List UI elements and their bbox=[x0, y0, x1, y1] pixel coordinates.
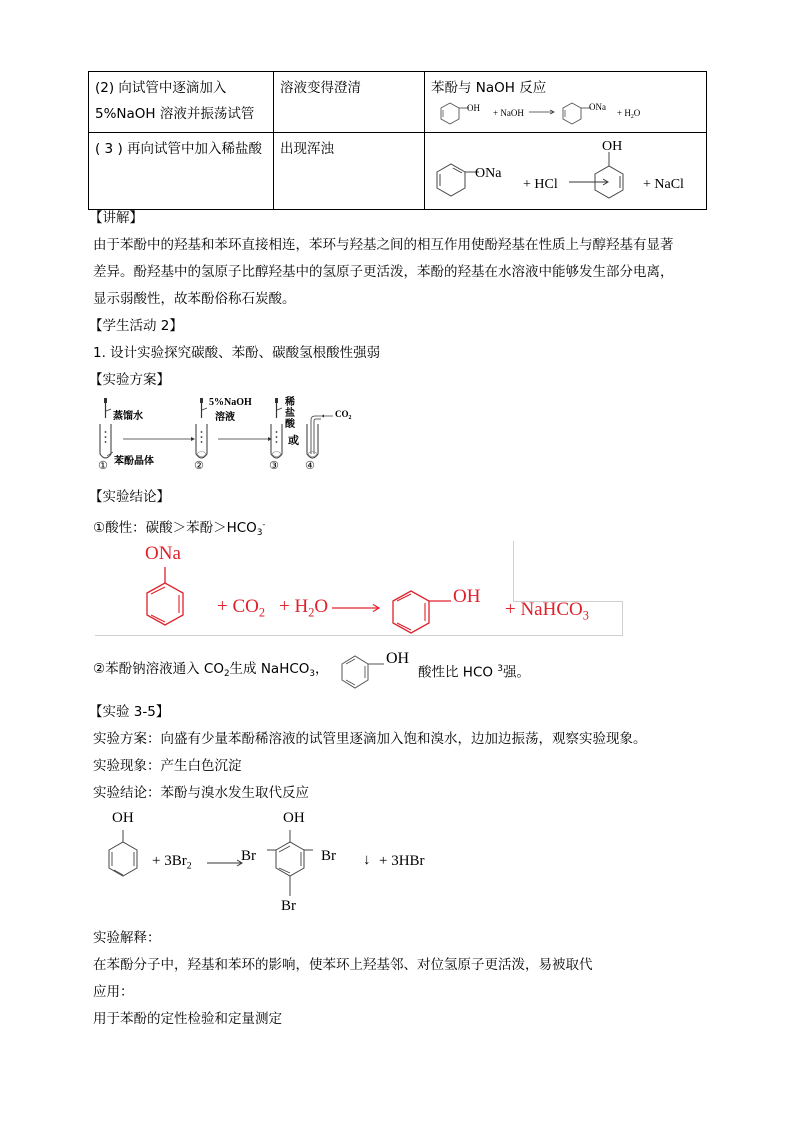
water-o: O bbox=[314, 596, 329, 617]
hcl-equation bbox=[431, 136, 700, 206]
bromine-reactant bbox=[152, 853, 192, 871]
product-br-right-label: Br bbox=[321, 848, 336, 864]
conclusion-2 bbox=[93, 660, 328, 683]
nahco3-sub: 3 bbox=[309, 669, 315, 680]
co2-sub: 2 bbox=[258, 605, 266, 620]
experiment-table bbox=[88, 71, 707, 210]
co2-label bbox=[335, 409, 351, 421]
step-text-line1: (2) 向试管中逐滴加入 bbox=[95, 80, 227, 96]
co2-text: CO bbox=[335, 409, 349, 419]
co2-reactant bbox=[217, 596, 265, 620]
product-br-bottom-label: Br bbox=[281, 898, 296, 914]
tribromophenol-ring-icon bbox=[255, 828, 325, 900]
co2-sub: 2 bbox=[223, 669, 230, 680]
lecture-line: 差异。酚羟基中的氢原子比醇羟基中的氢原子更活泼，苯酚的羟基在水溶液中能够发生部分电离， bbox=[93, 264, 674, 280]
tube-number-2: ② bbox=[194, 459, 204, 472]
naoh-label: 5%NaOH bbox=[209, 397, 252, 408]
bromine-text: + 3Br bbox=[152, 853, 187, 869]
co2-text: + CO bbox=[217, 596, 259, 617]
experiment35-heading: 【实验 3-5】 bbox=[89, 704, 170, 720]
hco3-sup: 3 bbox=[497, 664, 504, 674]
sodium-phenoxide-ring-icon bbox=[141, 565, 193, 635]
lecture-line: 显示弱酸性，故苯酚俗称石炭酸。 bbox=[93, 291, 296, 307]
ona-group-label: ONa bbox=[475, 166, 502, 181]
water-h: + H bbox=[617, 108, 631, 118]
nahco3-text: + NaHCO bbox=[505, 599, 583, 620]
phenol-ring-icon bbox=[101, 828, 145, 884]
water-reactant bbox=[279, 596, 328, 620]
or-label: 或 bbox=[288, 435, 299, 447]
table-row bbox=[89, 133, 707, 210]
oh-group-label: OH bbox=[602, 139, 623, 154]
phenol-crystal-label: 苯酚晶体 bbox=[114, 456, 154, 467]
tube-number-1: ① bbox=[98, 459, 108, 472]
conclusion-heading: 【实验结论】 bbox=[89, 489, 170, 505]
arrow-icon bbox=[529, 109, 555, 115]
apparatus-diagram bbox=[95, 396, 355, 472]
apply-text: 用于苯酚的定性检验和定量测定 bbox=[93, 1011, 282, 1027]
oh-group-label: OH bbox=[112, 810, 134, 826]
nacl-product: + NaCl bbox=[643, 177, 684, 192]
comma: ， bbox=[314, 661, 329, 677]
water-product bbox=[617, 107, 640, 123]
conclusion-2-text: ②苯酚钠溶液通入 CO bbox=[93, 661, 224, 677]
naoh-equation bbox=[431, 101, 700, 129]
experiment35-conclusion: 实验结论：苯酚与溴水发生取代反应 bbox=[93, 785, 309, 801]
step-cell bbox=[89, 72, 274, 133]
oh-group-label: OH bbox=[467, 103, 480, 113]
bromine-sub: 2 bbox=[186, 860, 192, 872]
phenol-ring-icon bbox=[589, 150, 633, 202]
nahco3-sub: 3 bbox=[582, 608, 589, 623]
experiment35-plan: 实验方案：向盛有少量苯酚稀溶液的试管里逐滴加入饱和溴水，边加边振荡，观察实验现象。 bbox=[93, 731, 647, 747]
frame-line bbox=[513, 541, 514, 601]
explanation-cell bbox=[425, 72, 707, 133]
hbr-product: + 3HBr bbox=[379, 853, 425, 869]
hcl-label-3: 酸 bbox=[285, 419, 295, 430]
tube-number-3: ③ bbox=[269, 459, 279, 472]
phenol-ring-icon bbox=[387, 585, 459, 637]
step-cell: ( 3 ) 再向试管中加入稀盐酸 bbox=[89, 133, 274, 210]
explain-label: 实验解释： bbox=[93, 930, 161, 946]
conclusion-2-mid: 生成 NaHCO bbox=[229, 661, 310, 677]
product-br-left-label: Br bbox=[241, 848, 256, 864]
plan-heading: 【实验方案】 bbox=[89, 372, 170, 388]
hcl-label-2: 盐 bbox=[285, 408, 295, 419]
frame-line bbox=[513, 635, 623, 636]
oh-group-label: OH bbox=[453, 586, 481, 607]
tube-number-4: ④ bbox=[305, 459, 315, 472]
product-oh-label: OH bbox=[283, 810, 305, 826]
naoh-reactant: + NaOH bbox=[493, 108, 524, 118]
apply-label: 应用： bbox=[93, 984, 134, 1000]
hcl-label-1: 稀 bbox=[285, 397, 295, 408]
frame-line bbox=[622, 601, 623, 635]
naoh-solution-label: 溶液 bbox=[215, 412, 235, 423]
conclusion-1-text: ①酸性：碳酸＞苯酚＞HCO bbox=[93, 519, 257, 536]
arrow-icon bbox=[207, 859, 243, 867]
activity2-heading: 【学生活动 2】 bbox=[89, 318, 183, 334]
explanation-text: 苯酚与 NaOH 反应 bbox=[431, 80, 547, 96]
conclusion-2-suffix-text: 酸性比 HCO bbox=[418, 664, 498, 681]
lecture-heading: 【讲解】 bbox=[89, 210, 143, 226]
conclusion-1 bbox=[93, 515, 265, 542]
hcl-reactant: + HCl bbox=[523, 177, 558, 192]
ona-group-label: ONa bbox=[145, 543, 181, 564]
water-o: O bbox=[633, 108, 641, 118]
conclusion-2-end: 强。 bbox=[503, 664, 531, 681]
oh-group-label: OH bbox=[386, 650, 410, 667]
observation-cell: 溶液变得澄清 bbox=[274, 72, 425, 133]
explanation-cell bbox=[425, 133, 707, 210]
water-sub: 2 bbox=[308, 605, 315, 620]
explain-text: 在苯酚分子中，羟基和苯环的影响，使苯环上羟基邻、对位氢原子更活泼，易被取代 bbox=[93, 957, 593, 973]
conclusion-2-suffix bbox=[418, 660, 530, 681]
ona-group-label: ONa bbox=[589, 102, 606, 112]
nahco3-product bbox=[505, 599, 589, 623]
conclusion-1-sub: 3 bbox=[256, 527, 263, 538]
precipitate-arrow-icon: ↓ bbox=[363, 852, 371, 868]
step-text-line2: 5%NaOH 溶液并振荡试管 bbox=[95, 106, 255, 122]
activity2-item: 1. 设计实验探究碳酸、苯酚、碳酸氢根酸性强弱 bbox=[93, 345, 381, 361]
arrow-icon bbox=[332, 603, 380, 613]
red-equation-figure bbox=[95, 541, 625, 637]
water-h: + H bbox=[279, 596, 309, 617]
water-label: 蒸馏水 bbox=[113, 411, 143, 422]
phenol-ring-icon bbox=[334, 652, 390, 692]
conclusion-1-sup: - bbox=[262, 519, 266, 529]
observation-cell: 出现浑浊 bbox=[274, 133, 425, 210]
experiment35-phenomenon: 实验现象：产生白色沉淀 bbox=[93, 758, 242, 774]
table-row bbox=[89, 72, 707, 133]
bromination-equation bbox=[95, 808, 435, 918]
water-sub: 2 bbox=[630, 114, 634, 121]
lecture-line: 由于苯酚中的羟基和苯环直接相连，苯环与羟基之间的相互作用使酚羟基在性质上与醇羟基有显著 bbox=[93, 237, 674, 253]
co2-sub: 2 bbox=[348, 415, 352, 422]
